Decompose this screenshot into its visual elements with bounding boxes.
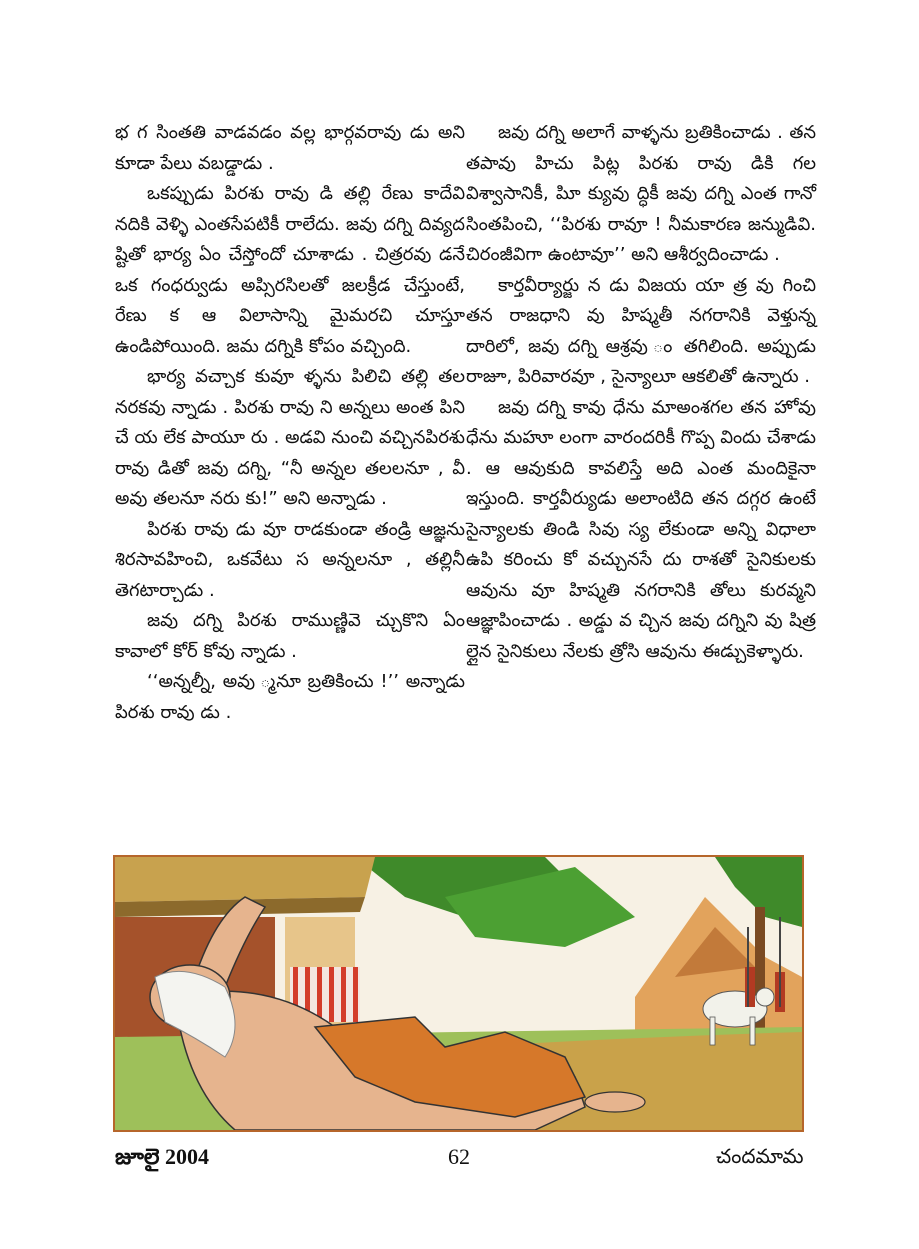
paragraph: జవు దగ్ని కావు ధేను మాఅంశగల తన హోవు ధేను మహూ లంగా వారందరికీ గొప్ప విందు చేశాడు . ఆ ఆవుకుది కావలిస్తే అది ఎంత మందికైనా ఇస్తుంది. కార్తవీర్యుడు అలాంటిది తన దగ్గర ఉంటే సైన్యాలకు తిండి సివు స్య లేకుండా అన్ని విధాలా ఉపి కరించు కో వచ్చునసే దు రాశతో సైనికులకు ఆవును వూ హిష్మతి నగరానికి తోలు కురవ్మని ఆజ్ఞాపించాడు . అడ్డు వ చ్చిన జవు దగ్నిని వు షిత్ర ల్లైన సైనికులు నేలకు త్రోసి ఆవును ఈడ్చుకెళ్ళారు. (466, 396, 816, 662)
issue-date: జూలై 2004 (115, 1144, 210, 1169)
paragraph: కార్తవీర్యార్జు న డు విజయ యా త్ర వు గించి తన రాజధాని వు హిష్మతీ నగరానికి వెళ్తున్న దారిలో, జవు దగ్ని ఆశ్రవు ం తగిలింది. అప్పుడు రాజూ, పిరివారవూ , సైన్యాలూ ఆకలితో ఉన్నారు . (466, 274, 816, 387)
paragraph: పిరశు రావు డు వూ రాడకుండా తండ్రి ఆజ్ఞను శిరసావహించి, ఒకవేటు స అన్నలనూ , తల్లినీ తెగటార్చాడు . (115, 518, 465, 601)
paragraph: భ గ సింతతి వాడవడం వల్ల భార్గవరావు డు అని కూడా పేలు వబడ్డాడు . (115, 122, 465, 174)
paragraph: ఒకప్పుడు పిరశు రావు డి తల్లి రేణు కాదేవి నదికి వెళ్ళి ఎంతసేపటికీ రాలేదు. జవు దగ్ని దివ్యద ష్టితో భార్య ఏం చేస్తోందో చూశాడు . చిత్రరవు డనే ఒక గంధర్వుడు అప్సిరసిలతో జలక్రీడ చేస్తుంటే, రేణు క ఆ విలాసాన్ని మైమరచి చూస్తూ ఉండిపోయింది. జమ దగ్నికి కోపం వచ్చింది. (115, 183, 465, 357)
magazine-name: చందమామ (716, 1144, 804, 1168)
left-column (115, 118, 465, 728)
paragraph: జవు దగ్ని అలాగే వాళ్ళను బ్రతికించాడు . తన తపావు హిచు పిట్ల పిరశు రావు డికి గల విశ్వాసానికీ, పిూ క్యువు ద్ధికీ జవు దగ్ని ఎంత గానో సింతపించి, ‘‘పిరశు రావూ ! నీమకారణ జన్ముడివి. చిరంజీవిగా ఉంటావూ’’ అని ఆశీర్వదించాడు . (466, 122, 816, 265)
page-number: 62 (448, 1144, 470, 1169)
right-column (466, 118, 816, 667)
sage-cow-soldiers-illustration (115, 857, 802, 1130)
paragraph: ‘‘అన్నల్నీ, అవు ్మనూ బ్రతికించు !’’ అన్నాడు పిరశు రావు డు . (115, 671, 465, 723)
paragraph: భార్య వచ్చాక కువూ ళ్ళను పిలిచి తల్లి తల నరకవు న్నాడు . పిరశు రావు ని అన్నలు అంత పిని చే య లేక పాయూ రు . అడవి నుంచి వచ్చినపిరశు రావు డితో జవు దగ్ని, “నీ అన్నల తలలనూ , వీ అవు తలనూ నరు కు!” అని అన్నాడు . (115, 366, 465, 509)
story-illustration (113, 855, 804, 1132)
paragraph: జవు దగ్ని పిరశు రాముణ్ణివె చ్చుకొని ఏం కావాలో కోర్ కోవు న్నాడు . (115, 610, 465, 662)
